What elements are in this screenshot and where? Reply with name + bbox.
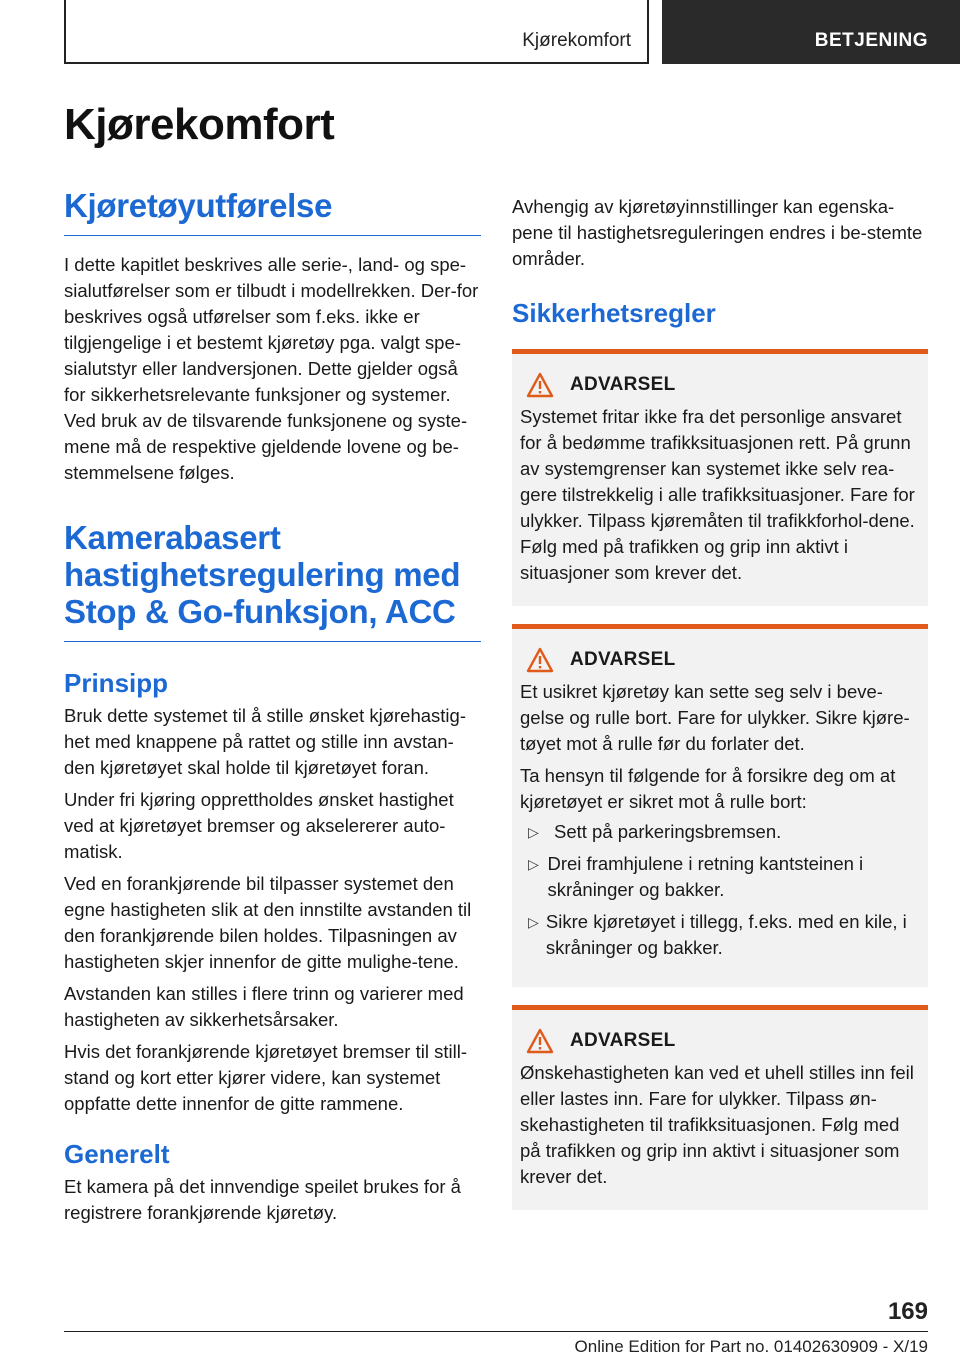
bullet-text: Sett på parkeringsbremsen. bbox=[554, 821, 782, 843]
left-column bbox=[64, 188, 481, 1226]
triangle-right-outline-icon: ▷ bbox=[528, 824, 539, 841]
warning-triangle-icon bbox=[526, 372, 554, 398]
header-section-box bbox=[64, 0, 649, 64]
principle-paragraph: Hvis det forankjørende kjøretøyet bremser til still-stand og kort etter kjører videre, kan systemet oppfatte dette innenfor de gitte rammene. bbox=[64, 1041, 467, 1114]
heading-acc: Kamerabasert hastighetsregulering med Stop & Go-funksjon, ACC bbox=[64, 520, 481, 642]
vehicle-version-text: I dette kapitlet beskrives alle serie-, land- og spe-sialutførelser som er tilbudt i modellrekken. Der-for beskrives også utførelser som f.eks. ikke er tilgjengelige i et bestemt kjøretøy pga. valgt spe-sialutstyr eller landversjonen. Dette gjelder også for sikkerhetsrelevante funksjoner og systemer. Ved bruk av de tilsvarende funksjonene og syste-mene må de respektive gjeldende lovene og be-stemmelsene følges. bbox=[64, 253, 479, 483]
header-chapter-tab: BETJENING bbox=[662, 0, 960, 64]
triangle-right-outline-icon: ▷ bbox=[528, 856, 539, 873]
list-item bbox=[520, 851, 920, 903]
warning-text: Et usikret kjøretøy kan sette seg selv i beve-gelse og rulle bort. Fare for ulykker. Sikre kjøre-tøyet mot å rulle før du forlater det. bbox=[520, 681, 910, 755]
page-title: Kjørekomfort bbox=[64, 100, 335, 149]
principle-paragraph: Ved en forankjørende bil tilpasser systemet den egne hastigheten slik at den innstilte avstanden til den forankjørende bilen holdes. Tilpasningen av hastigheten skjer innenfor de gitte mulighe-tene. bbox=[64, 873, 472, 972]
heading-general: Generelt bbox=[64, 1139, 170, 1169]
warning-box bbox=[512, 349, 928, 606]
warning-text: Ønskehastigheten kan ved et uhell stilles inn feil eller lastes inn. Fare for ulykker. Tilpass øn-skehastigheten til trafikksituasjonen. Følg med på trafikken og grip inn aktivt i situasjoner som krever det. bbox=[520, 1062, 914, 1188]
bullet-text: Drei framhjulene i retning kantsteinen i skråninger og bakker. bbox=[547, 853, 864, 901]
warning-title: ADVARSEL bbox=[570, 374, 676, 396]
principle-body bbox=[64, 703, 481, 1117]
general-text: Et kamera på det innvendige speilet brukes for å registrere forankjørende kjøretøy. bbox=[64, 1176, 461, 1224]
principle-paragraph: Avstanden kan stilles i flere trinn og varierer med hastigheten av sikkerhetsårsaker. bbox=[64, 983, 464, 1030]
footer-divider bbox=[64, 1331, 928, 1332]
warning-title: ADVARSEL bbox=[570, 649, 676, 671]
header-section-title: Kjørekomfort bbox=[522, 30, 631, 51]
heading-principle: Prinsipp bbox=[64, 667, 169, 698]
footer-edition: Online Edition for Part no. 01402630909 - X/19 bbox=[574, 1337, 928, 1356]
triangle-right-outline-icon: ▷ bbox=[528, 914, 539, 931]
warning-triangle-icon bbox=[526, 1028, 554, 1054]
warning-text: Systemet fritar ikke fra det personlige ansvaret for å bedømme trafikksituasjonen rett. På grunn av systemgrenser kan systemet ikke selv rea-gere tilstrekkelig i alle trafikksituasjoner. Fare for ulykker. Tilpass kjøremåten til trafikkforhol-dene. Følg med på trafikken og grip inn aktivt i situasjoner som krever det. bbox=[520, 406, 915, 584]
page-number: 169 bbox=[887, 1298, 928, 1325]
heading-vehicle-version: Kjøretøyutførelse bbox=[64, 188, 481, 236]
warning-bullet-list bbox=[520, 819, 920, 961]
warning-triangle-icon bbox=[526, 647, 554, 673]
principle-paragraph: Under fri kjøring opprettholdes ønsket hastighet ved at kjøretøyet bremser og akselererer auto-matisk. bbox=[64, 789, 454, 862]
warning-text: Ta hensyn til følgende for å forsikre deg om at kjøretøyet er sikret mot å rulle bort: bbox=[520, 765, 896, 813]
list-item bbox=[520, 819, 920, 845]
heading-safety-rules: Sikkerhetsregler bbox=[512, 298, 716, 328]
list-item bbox=[520, 909, 920, 961]
warning-box bbox=[512, 624, 928, 987]
bullet-text: Sikre kjøretøyet i tillegg, f.eks. med en kile, i skråninger og bakker. bbox=[545, 911, 907, 959]
right-column bbox=[512, 194, 928, 1228]
principle-paragraph: Bruk dette systemet til å stille ønsket kjørehastig-het med knappene på rattet og stille inn avstan-den kjøretøyet skal holde til kjøretøyet foran. bbox=[64, 705, 466, 778]
warning-title: ADVARSEL bbox=[570, 1030, 676, 1052]
warning-box bbox=[512, 1005, 928, 1210]
intro-text: Avhengig av kjøretøyinnstillinger kan egenska-pene til hastighetsreguleringen endres i be-stemte områder. bbox=[512, 196, 923, 269]
